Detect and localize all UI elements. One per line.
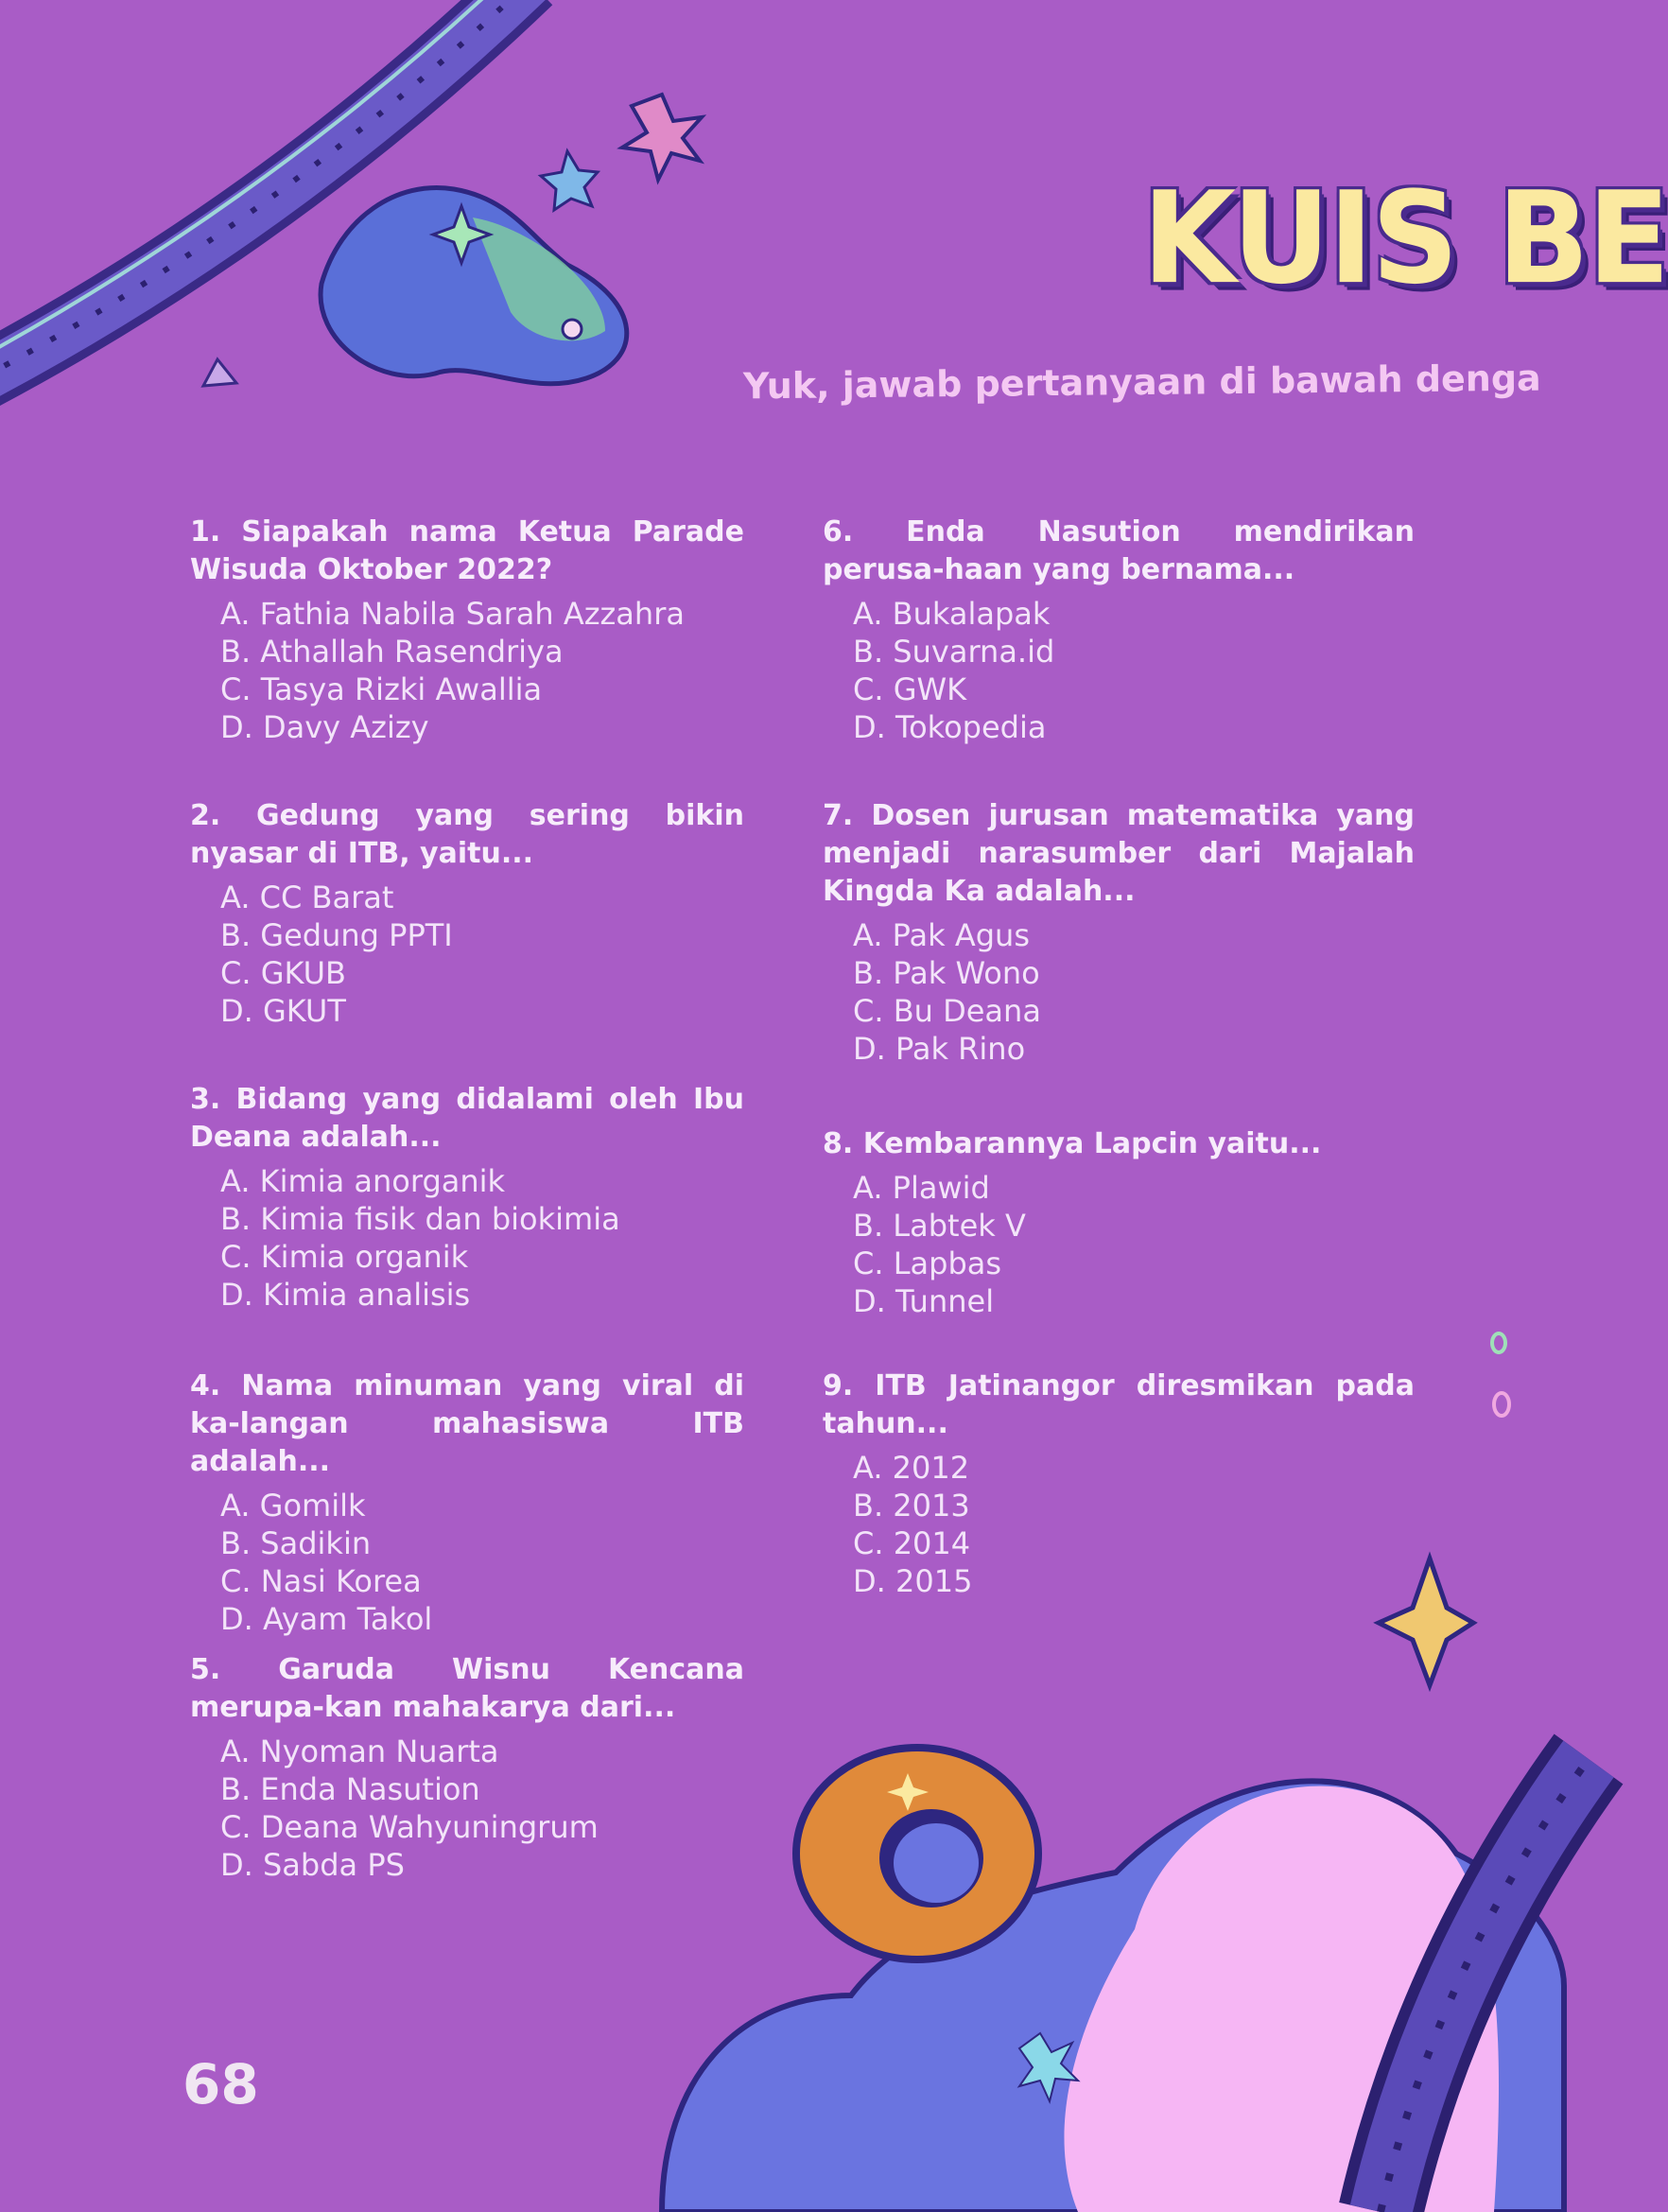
option-a: A. Kimia anorganik <box>220 1163 506 1199</box>
question-text: 5. Garuda Wisnu Kencana merupa-kan mahakarya dari... <box>190 1653 744 1724</box>
answer-options <box>220 1162 744 1314</box>
answer-options <box>220 595 744 746</box>
option-c: C. Nasi Korea <box>220 1563 422 1599</box>
option-a: A. Bukalapak <box>853 596 1051 632</box>
option-a: A. Fathia Nabila Sarah Azzahra <box>220 596 685 632</box>
quiz-question-5 <box>190 1651 744 1884</box>
option-b: B. Enda Nasution <box>220 1771 480 1807</box>
question-text: 6. Enda Nasution mendirikan perusa-haan yang bernama... <box>823 515 1415 586</box>
question-text: 3. Bidang yang didalami oleh Ibu Deana adalah... <box>190 1083 744 1154</box>
question-text: 8. Kembarannya Lapcin yaitu... <box>823 1127 1322 1160</box>
question-text: 1. Siapakah nama Ketua Parade Wisuda Oktober 2022? <box>190 515 744 586</box>
option-d: D. Kimia analisis <box>220 1277 471 1313</box>
answer-options <box>853 1449 1415 1600</box>
quiz-question-7 <box>823 797 1415 1068</box>
option-b: B. Pak Wono <box>853 955 1040 991</box>
option-d: D. Sabda PS <box>220 1847 405 1883</box>
option-c: C. Lapbas <box>853 1245 1002 1281</box>
option-d: D. GKUT <box>220 993 346 1029</box>
option-d: D. Tokopedia <box>853 709 1047 745</box>
option-d: D. 2015 <box>853 1563 973 1599</box>
option-b: B. Suvarna.id <box>853 634 1055 670</box>
quiz-question-4 <box>190 1367 744 1638</box>
option-c: C. GWK <box>853 671 967 707</box>
option-a: A. Pak Agus <box>853 917 1030 953</box>
option-c: C. Kimia organik <box>220 1239 469 1275</box>
star-icon <box>622 95 702 180</box>
quiz-question-8 <box>823 1125 1415 1320</box>
question-text: 2. Gedung yang sering bikin nyasar di ITB, yaitu... <box>190 799 744 870</box>
option-c: C. 2014 <box>853 1525 971 1561</box>
option-b: B. Labtek V <box>853 1208 1026 1244</box>
answer-options <box>220 1487 744 1638</box>
quiz-question-6 <box>823 514 1415 746</box>
option-d: D. Pak Rino <box>853 1031 1026 1067</box>
answer-options <box>853 1169 1415 1320</box>
answer-options <box>220 879 744 1030</box>
option-c: C. GKUB <box>220 955 346 991</box>
option-a: A. Nyoman Nuarta <box>220 1733 499 1769</box>
question-text: 9. ITB Jatinangor diresmikan pada tahun... <box>823 1369 1415 1440</box>
option-b: B. Sadikin <box>220 1525 372 1561</box>
page-title: KUIS BE <box>1142 165 1668 313</box>
answer-options <box>220 1733 744 1884</box>
option-c: C. Deana Wahyuningrum <box>220 1809 599 1845</box>
answer-options <box>853 916 1415 1068</box>
option-a: A. Gomilk <box>220 1488 366 1524</box>
option-b: B. Gedung PPTI <box>220 917 453 953</box>
star-icon <box>541 151 598 210</box>
option-b: B. Athallah Rasendriya <box>220 634 564 670</box>
option-d: D. Ayam Takol <box>220 1601 433 1637</box>
option-b: B. Kimia fisik dan biokimia <box>220 1201 620 1237</box>
option-c: C. Bu Deana <box>853 993 1041 1029</box>
quiz-question-1 <box>190 514 744 746</box>
donut-illustration <box>796 1748 1038 1959</box>
option-d: D. Davy Azizy <box>220 709 429 745</box>
option-a: A. 2012 <box>853 1450 970 1486</box>
option-d: D. Tunnel <box>853 1283 995 1319</box>
page-subtitle: Yuk, jawab pertanyaan di bawah denga <box>742 357 1541 408</box>
option-a: A. CC Barat <box>220 880 394 915</box>
quiz-question-9 <box>823 1367 1415 1600</box>
quiz-question-3 <box>190 1081 744 1314</box>
answer-options <box>853 595 1415 746</box>
question-text: 7. Dosen jurusan matematika yang menjadi narasumber dari Majalah Kingda Ka adalah... <box>823 799 1415 908</box>
option-b: B. 2013 <box>853 1488 970 1524</box>
question-text: 4. Nama minuman yang viral di ka-langan mahasiswa ITB adalah... <box>190 1369 744 1478</box>
option-c: C. Tasya Rizki Awallia <box>220 671 543 707</box>
option-a: A. Plawid <box>853 1170 990 1206</box>
quiz-question-2 <box>190 797 744 1030</box>
page-number: 68 <box>182 2052 259 2116</box>
